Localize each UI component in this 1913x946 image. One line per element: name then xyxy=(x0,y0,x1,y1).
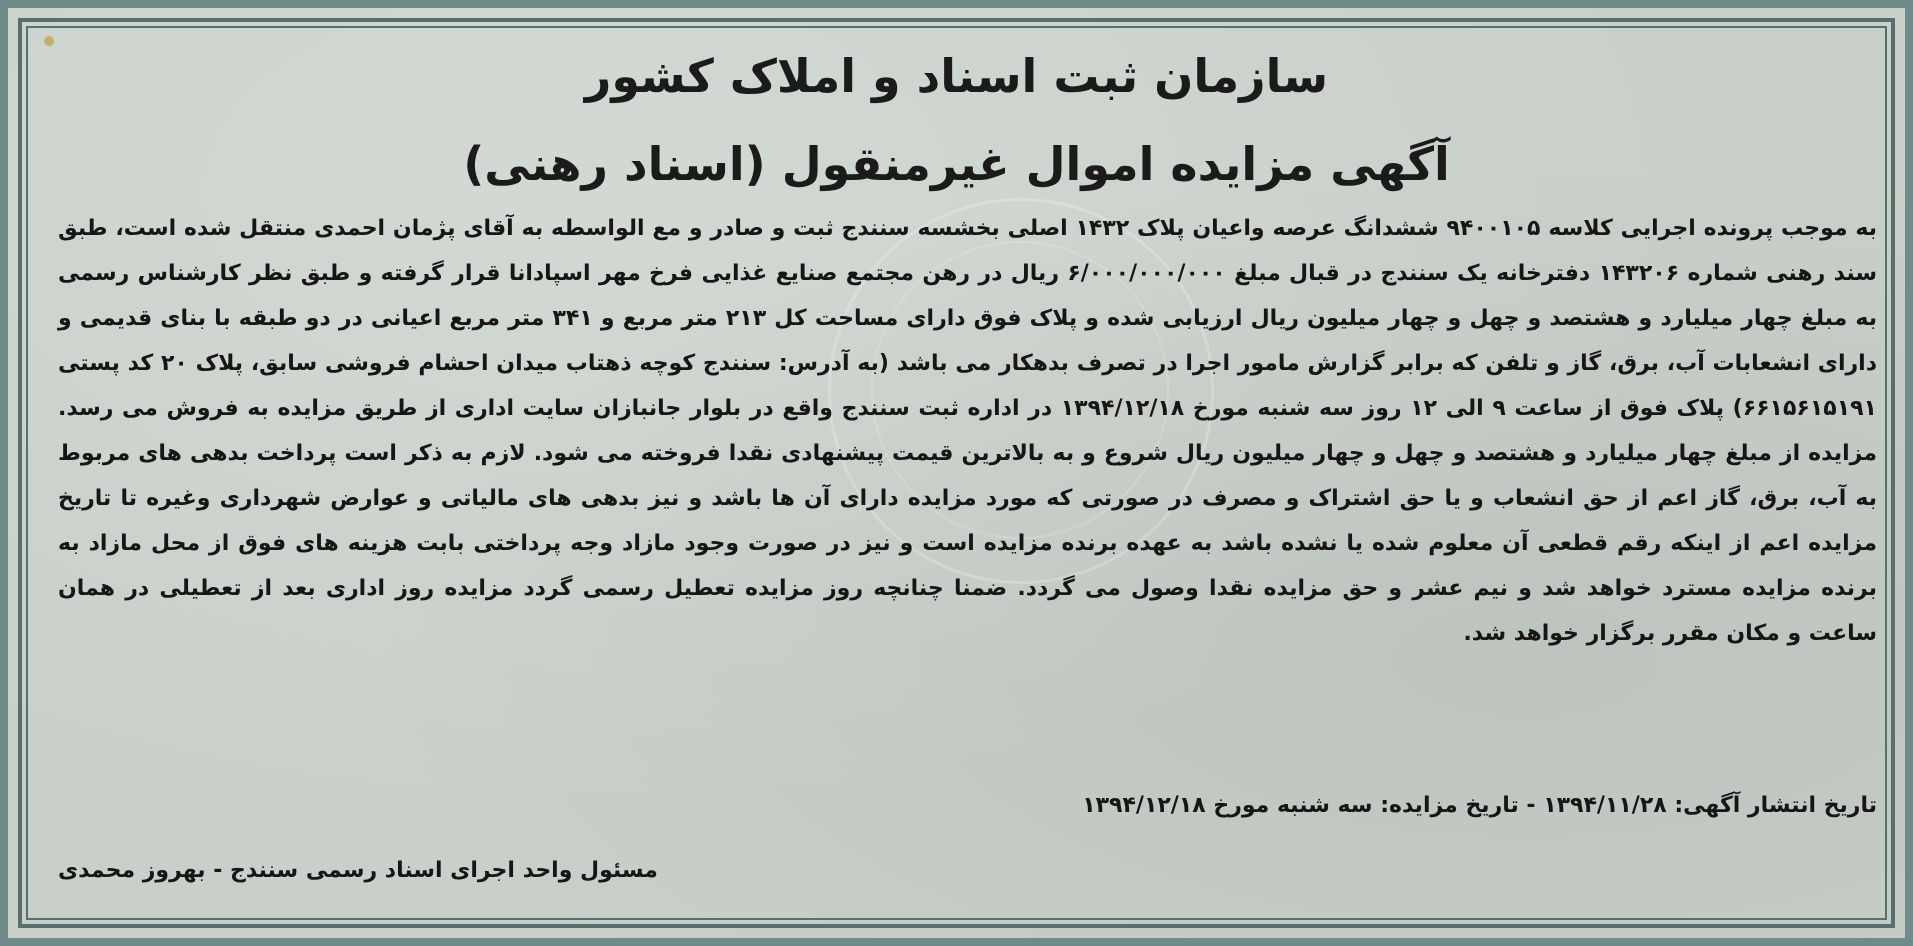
organization-title: سازمان ثبت اسناد و املاک کشور xyxy=(584,49,1329,103)
ad-title: آگهی مزایده اموال غیرمنقول (اسناد رهنی) xyxy=(463,137,1450,191)
newspaper-clipping xyxy=(8,8,1905,938)
publication-and-auction-dates: تاریخ انتشار آگهی: ۱۳۹۴/۱۱/۲۸ - تاریخ مزایده: سه شنبه مورخ ۱۳۹۴/۱۲/۱۸ xyxy=(1082,793,1877,818)
signature-line: مسئول واحد اجرای اسناد رسمی سنندج - بهروز محمدی xyxy=(58,858,658,883)
paper-spot xyxy=(44,36,54,46)
auction-notice-body: به موجب پرونده اجرایی کلاسه ۹۴۰۰۱۰۵ ششدانگ عرصه واعیان پلاک ۱۴۳۲ اصلی بخشسه سنندج ثبت و صادر و مع الواسطه به آقای پژمان احمدی منتقل شده است، طبق سند رهنی شماره ۱۴۳۲۰۶ دفترخانه یک سنندج در قبال مبلغ ۶/۰۰۰/۰۰۰/۰۰۰ ریال در رهن مجتمع صنایع غذایی فرخ مهر اسپادانا قرار گرفته و طبق نظر کارشناس رسمی به مبلغ چهار میلیارد و هشتصد و چهل و چهار میلیون ریال ارزیابی شده و پلاک فوق دارای مساحت کل ۲۱۳ متر مربع و ۳۴۱ متر مربع اعیانی در دو طبقه با بنای قدیمی و دارای انشعابات آب، برق، گاز و تلفن که برابر گزارش مامور اجرا در تصرف بدهکار می باشد (به آدرس: سنندج کوچه ذهتاب میدان احشام فروشی سابق، پلاک ۲۰ کد پستی ۶۶۱۵۶۱۵۱۹۱) پلاک فوق از ساعت ۹ الی ۱۲ روز سه شنبه مورخ ۱۳۹۴/۱۲/۱۸ در اداره ثبت سنندج واقع در بلوار جانبازان سایت اداری از طریق مزایده به فروش می رسد. مزایده از مبلغ چهار میلیارد و هشتصد و چهل و چهار میلیون ریال شروع و به بالاترین قیمت پیشنهادی نقدا فروخته می شود. لازم به ذکر است پرداخت بدهی های مربوط به آب، برق، گاز اعم از حق انشعاب و یا حق اشتراک و مصرف در صورتی که مورد مزایده دارای آن ها باشد و نیز بدهی های مالیاتی و عوارض شهرداری وغیره تا تاریخ مزایده اعم از اینکه رقم قطعی آن معلوم شده یا نشده باشد به عهده برنده مزایده است و نیز در صورت وجود مازاد وجه پرداختی بابت هزینه های فوق از محل مازاد به برنده مزایده مسترد خواهد شد و نیم عشر و حق مزایده نقدا وصول می گردد. ضمنا چنانچه روز مزایده تعطیل رسمی گردد مزایده روز اداری بعد از تعطیلی در همان ساعت و مکان مقرر برگزار خواهد شد. xyxy=(58,216,1878,646)
